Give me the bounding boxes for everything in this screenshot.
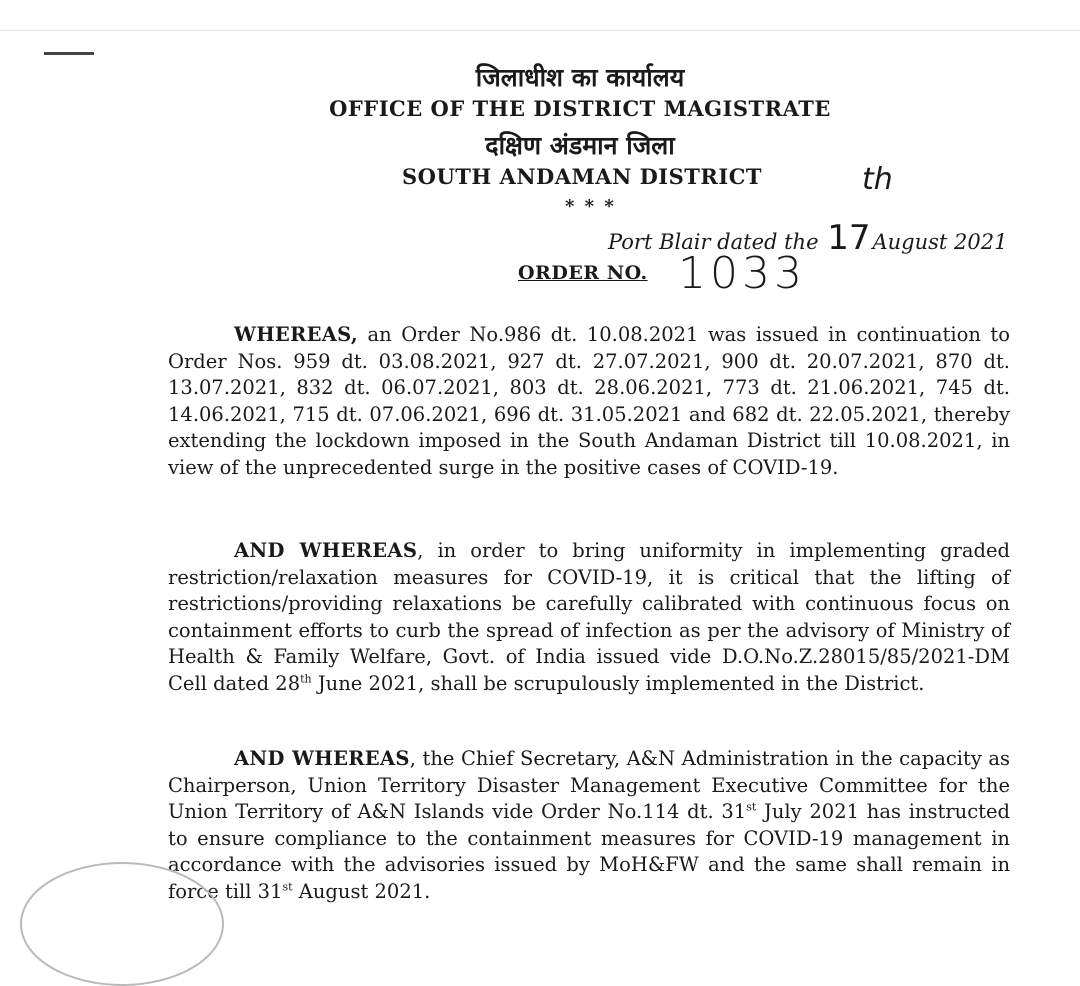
- order-heading: [518, 248, 806, 299]
- ordinal-suffix: st: [746, 800, 757, 814]
- paragraph-body-cont: June 2021, shall be scrupulously implemented in the District.: [311, 671, 925, 695]
- dateline: [608, 218, 1007, 258]
- paragraph-body: an Order No.986 dt. 10.08.2021 was issued in continuation to Order Nos. 959 dt. 03.08.2021, 927 dt. 27.07.2021, 900 dt. 20.07.2021, 870 dt. 13.07.2021, 832 dt. 06.07.2021, 803 dt. 28.06.2021, 773 dt. 21.06.2021, 745 dt. 14.06.2021, 715 dt. 07.06.2021, 696 dt. 31.05.2021 and 682 dt. 22.05.2021, thereby extending the lockdown imposed in the South Andaman District till 10.08.2021, in view of the unprecedented surge in the positive cases of COVID-19.: [168, 323, 1010, 479]
- ordinal-suffix: st: [282, 880, 293, 893]
- paragraph-body-cont: July 2021 has instructed to ensure compliance to the containment measures for COVID-19 management in accordance with the advisories issued by MoH&FW and the same shall remain in force till 31: [168, 800, 1010, 903]
- office-seal-stamp: [20, 862, 224, 986]
- english-district-title: SOUTH ANDAMAN DISTRICT: [402, 164, 763, 189]
- hindi-district-title: दक्षिण अंडमान जिला: [485, 131, 675, 160]
- ordinal-suffix: th: [300, 672, 312, 685]
- paragraph-lead: WHEREAS,: [234, 323, 358, 346]
- paragraph-lead: AND WHEREAS: [234, 539, 418, 562]
- order-label: ORDER NO.: [518, 262, 648, 284]
- paragraph-body-end: August 2021.: [292, 879, 431, 903]
- page-top-edge: [0, 30, 1080, 31]
- handwritten-day-suffix: th: [862, 162, 893, 197]
- handwritten-day: 17: [827, 218, 871, 258]
- corner-mark: [44, 52, 94, 55]
- hindi-office-title: जिलाधीश का कार्यालय: [475, 63, 685, 92]
- paragraph-whereas-3: [168, 746, 1010, 905]
- english-office-title: OFFICE OF THE DISTRICT MAGISTRATE: [329, 96, 831, 121]
- header-separator: * * *: [565, 196, 616, 217]
- handwritten-order-number: 1033: [678, 248, 806, 299]
- paragraph-whereas-1: [168, 322, 1010, 481]
- paragraph-whereas-2: [168, 538, 1010, 697]
- paragraph-body: , in order to bring uniformity in implementing graded restriction/relaxation measures for COVID-19, it is critical that the lifting of restrictions/providing relaxations be carefully calibrated with continuous focus on containment efforts to curb the spread of infection as per the advisory of Ministry of Health & Family Welfare, Govt. of India issued vide D.O.No.Z.28015/85/2021-DM Cell dated 28: [168, 539, 1011, 695]
- dateline-prefix: Port Blair dated the: [608, 230, 819, 254]
- paragraph-lead: AND WHEREAS: [234, 747, 410, 770]
- dateline-month-year: August 2021: [872, 230, 1008, 254]
- paragraph-body: , the Chief Secretary, A&N Administration in the capacity as Chairperson, Union Territory Disaster Management Executive Committee for the Union Territory of A&N Islands vide Order No.114 dt. 31: [168, 747, 1011, 823]
